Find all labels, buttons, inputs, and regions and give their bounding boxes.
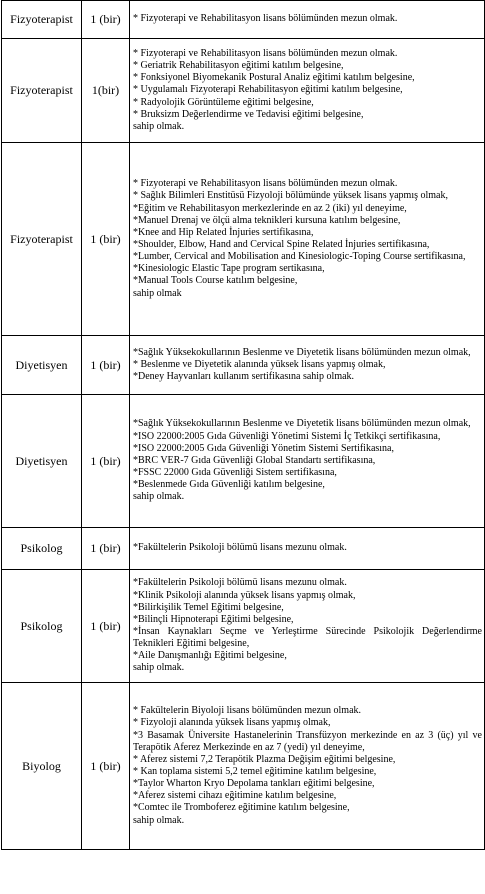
position-requirements	[130, 528, 485, 570]
requirement-line: * Fizyoloji alanında yüksek lisans yapmış olmak,	[133, 717, 331, 729]
requirement-line: * Fakültelerin Biyoloji lisans bölümünden mezun olmak.	[133, 705, 362, 717]
position-quantity: 1 (bir)	[82, 570, 130, 683]
requirement-line: *Deney Hayvanları kullanım sertifikasına sahip olmak.	[133, 371, 355, 383]
requirement-line: * Bruksizm Değerlendirme ve Tedavisi eğitimi belgesine,	[133, 108, 364, 120]
position-quantity: 1 (bir)	[82, 683, 130, 850]
requirement-line: sahip olmak.	[133, 814, 185, 826]
positions-table	[1, 0, 485, 850]
requirement-line: *Fakültelerin Psikoloji bölümü lisans mezunu olmak.	[133, 577, 347, 589]
requirement-line: *Kinesiologic Elastic Tape program sertikasına,	[133, 263, 325, 275]
position-requirements	[130, 683, 485, 850]
position-requirements	[130, 1, 485, 39]
requirement-line: * Kan toplama sistemi 5,2 temel eğitimine katılım belgesine,	[133, 766, 377, 777]
requirement-line: * Uygulamalı Fizyoterapi Rehabilitasyon eğitimi katılım belgesine,	[133, 84, 403, 96]
position-title: Biyolog	[2, 683, 82, 850]
requirement-line: * Geriatrik Rehabilitasyon eğitimi katılım belgesine,	[133, 60, 344, 72]
requirement-line: * Fizyoterapi ve Rehabilitasyon lisans bölümünden mezun olmak.	[133, 47, 398, 59]
position-requirements	[130, 39, 485, 143]
requirement-line: *Taylor Wharton Kryo Depolama tankları eğitimi belgesine,	[133, 778, 375, 790]
position-quantity: 1 (bir)	[82, 528, 130, 570]
position-quantity: 1 (bir)	[82, 336, 130, 395]
table-row	[2, 1, 485, 39]
position-title: Psikolog	[2, 570, 82, 683]
position-quantity: 1 (bir)	[82, 1, 130, 39]
position-quantity: 1(bir)	[82, 39, 130, 143]
requirement-line: *Lumber, Cervical and Mobilisation and Kinesiologic-Toping Course sertifikasına,	[133, 251, 466, 263]
position-title: Fizyoterapist	[2, 143, 82, 336]
positions-table-body	[2, 1, 485, 850]
requirement-line: *Shoulder, Elbow, Hand and Cervical Spine Related İnjuries sertifikasına,	[133, 239, 430, 250]
requirement-line: *İnsan Kaynakları Seçme ve Yerleştirme Sürecinde Psikolojik Değerlendirme Teknikleri Eğitimi belgesine,	[133, 626, 482, 650]
requirement-line: *Comtec ile Tromboferez eğitimine katılım belgesine,	[133, 802, 350, 814]
requirement-line: sahip olmak.	[133, 120, 185, 132]
requirement-line: sahip olmak.	[133, 662, 185, 674]
requirement-line: * Radyolojik Görüntüleme eğitimi belgesine,	[133, 96, 314, 108]
requirement-line: *Aile Danışmanlığı Eğitimi belgesine,	[133, 650, 287, 662]
requirement-line: *Manual Tools Course katılım belgesine,	[133, 275, 298, 287]
position-requirements	[130, 395, 485, 528]
requirement-line: *ISO 22000:2005 Gıda Güvenliği Yönetimi Sistemi İç Tetkikçi sertifikasına,	[133, 430, 441, 442]
requirement-line: sahip olmak.	[133, 491, 185, 503]
table-row	[2, 39, 485, 143]
requirement-line: *BRC VER-7 Gıda Güvenliği Global Standartı sertifikasına,	[133, 454, 376, 466]
table-row	[2, 528, 485, 570]
table-row	[2, 570, 485, 683]
requirement-line: * Aferez sistemi 7,2 Terapötik Plazma Değişim eğitimi belgesine,	[133, 753, 396, 765]
requirement-line: *Bilinçli Hipnoterapi Eğitimi belgesine,	[133, 613, 294, 625]
requirement-line: * Fizyoterapi ve Rehabilitasyon lisans bölümünden mezun olmak.	[133, 178, 398, 190]
requirement-line: *Manuel Drenaj ve ölçü alma teknikleri kursuna katılım belgesine,	[133, 214, 401, 226]
position-requirements	[130, 336, 485, 395]
requirement-line: *Klinik Psikoloji alanında yüksek lisans yapmış olmak,	[133, 589, 356, 601]
requirement-line: *ISO 22000:2005 Gıda Güvenliği Yönetim Sistemi Sertifikasına,	[133, 442, 394, 454]
position-title: Psikolog	[2, 528, 82, 570]
requirement-line: * Beslenme ve Diyetetik alanında yüksek lisans yapmış olmak,	[133, 358, 386, 370]
table-row	[2, 395, 485, 528]
requirement-line: *Aferez sistemi cihazı eğitimine katılım belgesine,	[133, 790, 337, 802]
requirement-line: *Sağlık Yüksekokullarının Beslenme ve Diyetetik lisans bölümünden mezun olmak,	[133, 418, 471, 430]
requirement-line: * Fizyoterapi ve Rehabilitasyon lisans bölümünden mezun olmak.	[133, 13, 398, 25]
requirement-line: *Bilirkişilik Temel Eğitimi belgesine,	[133, 601, 284, 613]
requirement-line: *Eğitim ve Rehabilitasyon merkezlerinde en az 2 (iki) yıl deneyime,	[133, 202, 407, 214]
requirement-line: *3 Basamak Üniversite Hastanelerinin Transfüzyon merkezinde en az 3 (üç) yıl ve Terapötik Aferez Merkezinde en az 7 (yedi) yıl deneyime,	[133, 729, 482, 753]
requirement-line: *Knee and Hip Related İnjuries sertifikasına,	[133, 226, 314, 238]
requirement-line: * Fonksiyonel Biyomekanik Postural Analiz eğitimi katılım belgesine,	[133, 72, 415, 84]
requirement-line: *Fakültelerin Psikoloji bölümü lisans mezunu olmak.	[133, 542, 347, 554]
requirement-line: sahip olmak	[133, 287, 182, 299]
position-title: Fizyoterapist	[2, 39, 82, 143]
position-quantity: 1 (bir)	[82, 143, 130, 336]
position-title: Diyetisyen	[2, 336, 82, 395]
requirement-line: * Sağlık Bilimleri Enstitüsü Fizyoloji bölümünde yüksek lisans yapmış olmak,	[133, 190, 448, 202]
position-requirements	[130, 143, 485, 336]
position-title: Fizyoterapist	[2, 1, 82, 39]
requirement-line: *FSSC 22000 Gıda Güvenliği Sistem sertifikasına,	[133, 467, 337, 479]
position-title: Diyetisyen	[2, 395, 82, 528]
table-row	[2, 683, 485, 850]
position-quantity: 1 (bir)	[82, 395, 130, 528]
requirement-line: *Sağlık Yüksekokullarının Beslenme ve Diyetetik lisans bölümünden mezun olmak,	[133, 346, 471, 358]
position-requirements	[130, 570, 485, 683]
table-row	[2, 143, 485, 336]
table-row	[2, 336, 485, 395]
requirement-line: *Beslenmede Gıda Güvenliği katılım belgesine,	[133, 479, 325, 491]
